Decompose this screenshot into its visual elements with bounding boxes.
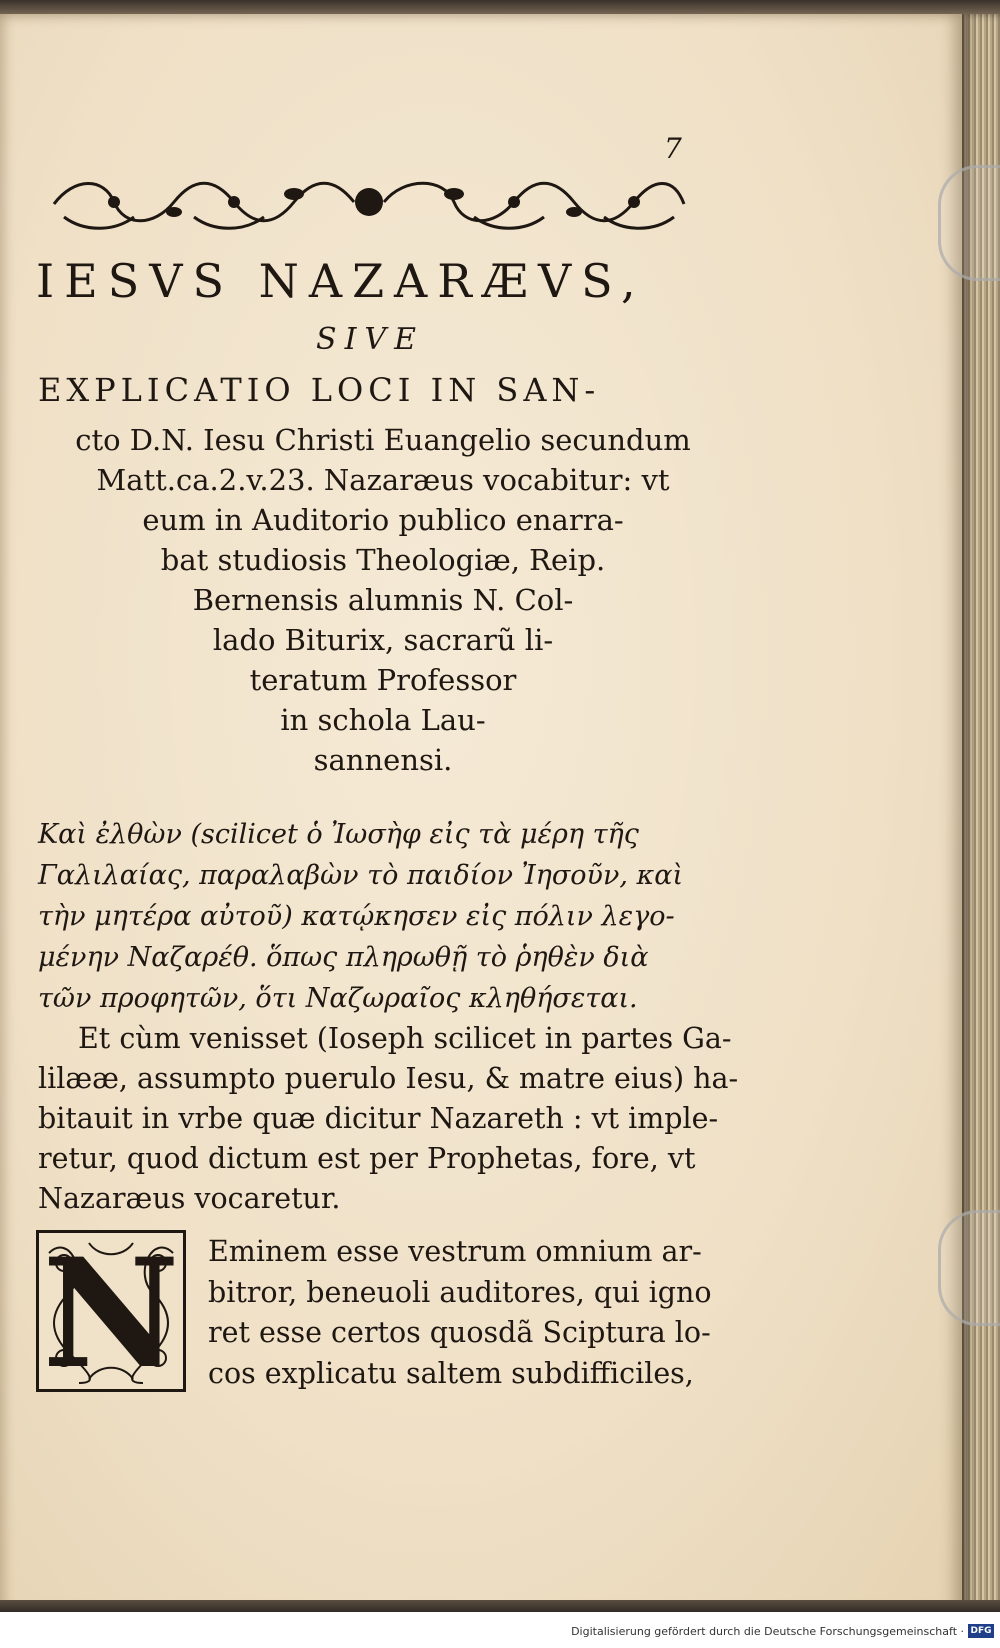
initial-letter: N	[42, 1230, 180, 1392]
title-line: teratum Professor	[249, 663, 517, 697]
title-line: cto D.N. Iesu Christi Euangelio secundum	[75, 423, 691, 457]
sive-subtitle: SIVE	[316, 322, 424, 357]
title-block	[38, 420, 728, 780]
greek-line: τῶν προφητῶν, ὅτι Ναζωραῖος κληθήσεται.	[38, 983, 638, 1014]
latin-line: bitauit in vrbe quæ dicitur Nazareth : vt imple-	[38, 1102, 719, 1135]
main-title: IESVS NAZARÆVS,	[36, 254, 646, 308]
body-line: bitror, beneuoli auditores, qui igno	[208, 1275, 712, 1309]
caps-heading-line: EXPLICATIO LOCI IN SAN-	[38, 371, 601, 409]
title-line: lado Biturix, sacrarũ li-	[212, 623, 554, 657]
latin-line: retur, quod dictum est per Prophetas, fore, vt	[38, 1142, 696, 1175]
greek-line: μένην Ναζαρέθ. ὅπως πληρωθῇ τὸ ῥηθὲν διὰ	[38, 942, 649, 973]
headpiece-ornament	[44, 172, 694, 236]
title-line: sannensi.	[313, 743, 453, 777]
latin-translation	[38, 1019, 739, 1219]
body-line: cos explicatu saltem subdifficiles,	[208, 1356, 694, 1390]
page-clip	[938, 1210, 1000, 1326]
greek-line: Καὶ ἐλθὼν (scilicet ὁ Ἰωσὴφ εἰς τὰ μέρη τῆς	[38, 819, 639, 850]
latin-line: Nazaræus vocaretur.	[38, 1182, 341, 1215]
book-page	[0, 14, 962, 1614]
page-clip	[938, 165, 1000, 281]
title-line: Matt.ca.2.v.23. Nazaræus vocabitur: vt	[96, 463, 670, 497]
title-line: eum in Auditorio publico enarra-	[142, 503, 624, 537]
footer-credit: Digitalisierung gefördert durch die Deutsche Forschungsgemeinschaft ·	[571, 1625, 964, 1638]
greek-quotation	[38, 814, 728, 1019]
latin-line: Et cùm venisset (Ioseph scilicet in partes Ga-	[78, 1022, 732, 1055]
dfg-logo: DFG	[968, 1624, 994, 1638]
page-number: 7	[664, 132, 682, 165]
title-line: bat studiosis Theologiæ, Reip.	[160, 543, 606, 577]
decorated-initial	[36, 1230, 186, 1392]
title-line: in schola Lau-	[280, 703, 486, 737]
greek-line: Γαλιλαίας, παραλαβὼν τὸ παιδίον Ἰησοῦν, καὶ	[38, 860, 684, 891]
body-line: Eminem esse vestrum omnium ar-	[208, 1235, 702, 1268]
greek-line: τὴν μητέρα αὐτοῦ) κατῴκησεν εἰς πόλιν λεγο-	[38, 901, 675, 932]
title-line: Bernensis alumnis N. Col-	[192, 583, 574, 617]
latin-line: lilææ, assumpto puerulo Iesu, & matre eius) ha-	[38, 1062, 739, 1095]
body-line: ret esse certos quosdã Sciptura lo-	[208, 1316, 711, 1349]
body-paragraph	[208, 1232, 712, 1394]
